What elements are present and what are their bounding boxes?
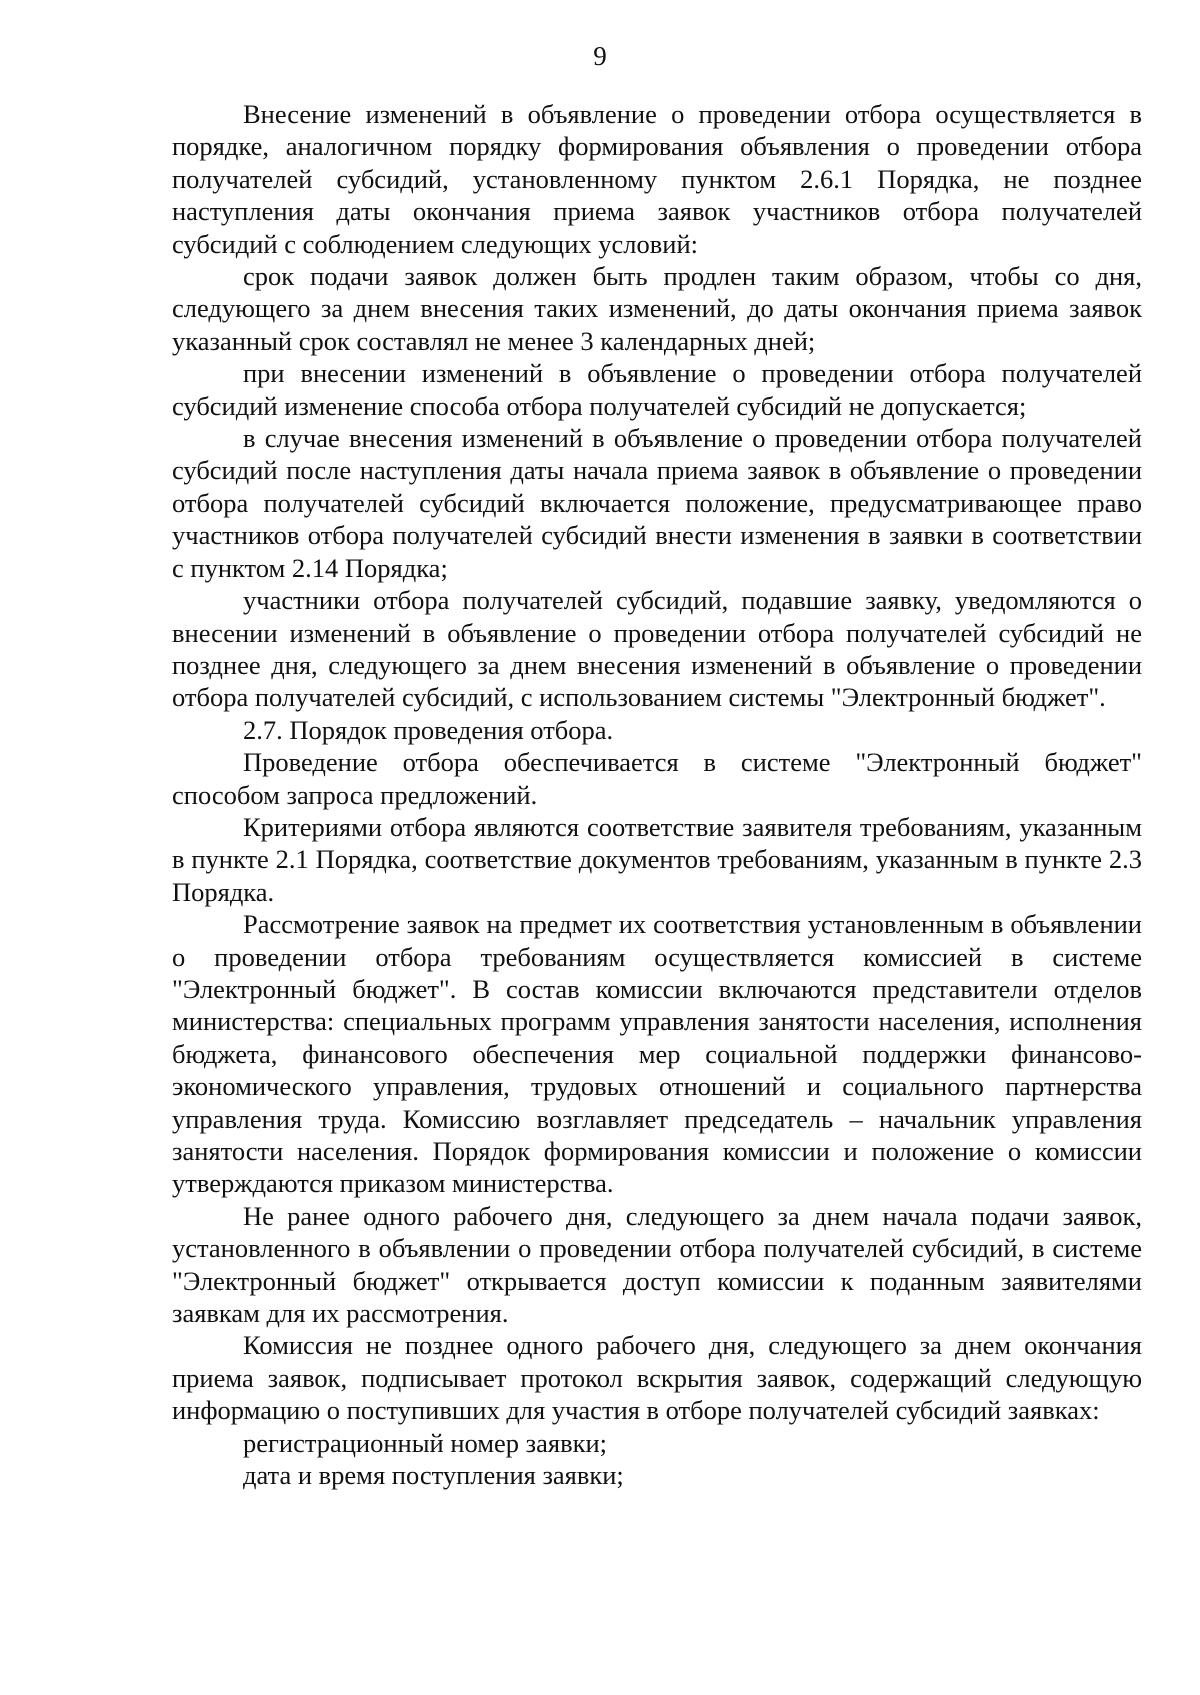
section-heading-2-7: 2.7. Порядок проведения отбора. [243,714,614,745]
list-item-receipt-datetime: дата и время поступления заявки; [243,1460,624,1491]
list-item-registration-number: регистрационный номер заявки; [243,1427,608,1458]
paragraph-application-changes: в случае внесения изменений в объявление о проведении отбора получателей субсидий после наступления даты начала приема заявок в объявление о проведении отбора получателей субсидий включается положение, предусматривающее право участников отбора получателей субсидий внести изменения в заявки в соответствии с пунктом 2.14 Порядка; [172,423,1142,583]
paragraph-participant-notification: участники отбора получателей субсидий, подавшие заявку, уведомляются о внесении изменений в объявление о проведении отбора получателей субсидий не позднее дня, следующего за днем внесения изменений в объявление о проведении отбора получателей субсидий, с использованием системы "Электронный бюджет". [172,585,1142,713]
paragraph-opening-protocol: Комиссия не позднее одного рабочего дня, следующего за днем окончания приема заявок, подписывает протокол вскрытия заявок, содержащий следующую информацию о поступивших для участия в отборе получателей субсидий заявках: [172,1330,1142,1426]
paragraph-amendment-procedure: Внесение изменений в объявление о проведении отбора осуществляется в порядке, аналогичном порядку формирования объявления о проведении отбора получателей субсидий, установленному пунктом 2.6.1 Порядка, не позднее наступления даты окончания приема заявок участников отбора получателей субсидий с соблюдением следующих условий: [172,99,1142,259]
document-body [172,98,1142,1491]
paragraph-method-change: при внесении изменений в объявление о проведении отбора получателей субсидий изменение способа отбора получателей субсидий не допускается; [172,358,1142,421]
paragraph-selection-criteria: Критериями отбора являются соответствие заявителя требованиям, указанным в пункте 2.1 Порядка, соответствие документов требованиям, указанным в пункте 2.3 Порядка. [172,811,1142,907]
paragraph-deadline-extension: срок подачи заявок должен быть продлен таким образом, чтобы со дня, следующего за днем внесения таких изменений, до даты окончания приема заявок указанный срок составлял не менее 3 календарных дней; [172,261,1142,356]
paragraph-selection-method: Проведение отбора обеспечивается в системе "Электронный бюджет" способом запроса предложений. [172,747,1142,810]
paragraph-commission-access: Не ранее одного рабочего дня, следующего за днем начала подачи заявок, установленного в объявлении о проведении отбора получателей субсидий, в системе "Электронный бюджет" открывается доступ комиссии к поданным заявителями заявкам для их рассмотрения. [172,1200,1142,1329]
page-number: 9 [593,41,607,71]
paragraph-commission: Рассмотрение заявок на предмет их соответствия установленным в объявлении о проведении отбора требованиям осуществляется комиссией в системе "Электронный бюджет". В состав комиссии включаются представители отделов министерства: специальных программ управления занятости населения, исполнения бюджета, финансового обеспечения мер социальной поддержки финансово-экономического управления, трудовых отношений и социального партнерства управления труда. Комиссию возглавляет председатель – начальник управления занятости населения. Порядок формирования комиссии и положение о комиссии утверждаются приказом министерства. [172,909,1142,1199]
